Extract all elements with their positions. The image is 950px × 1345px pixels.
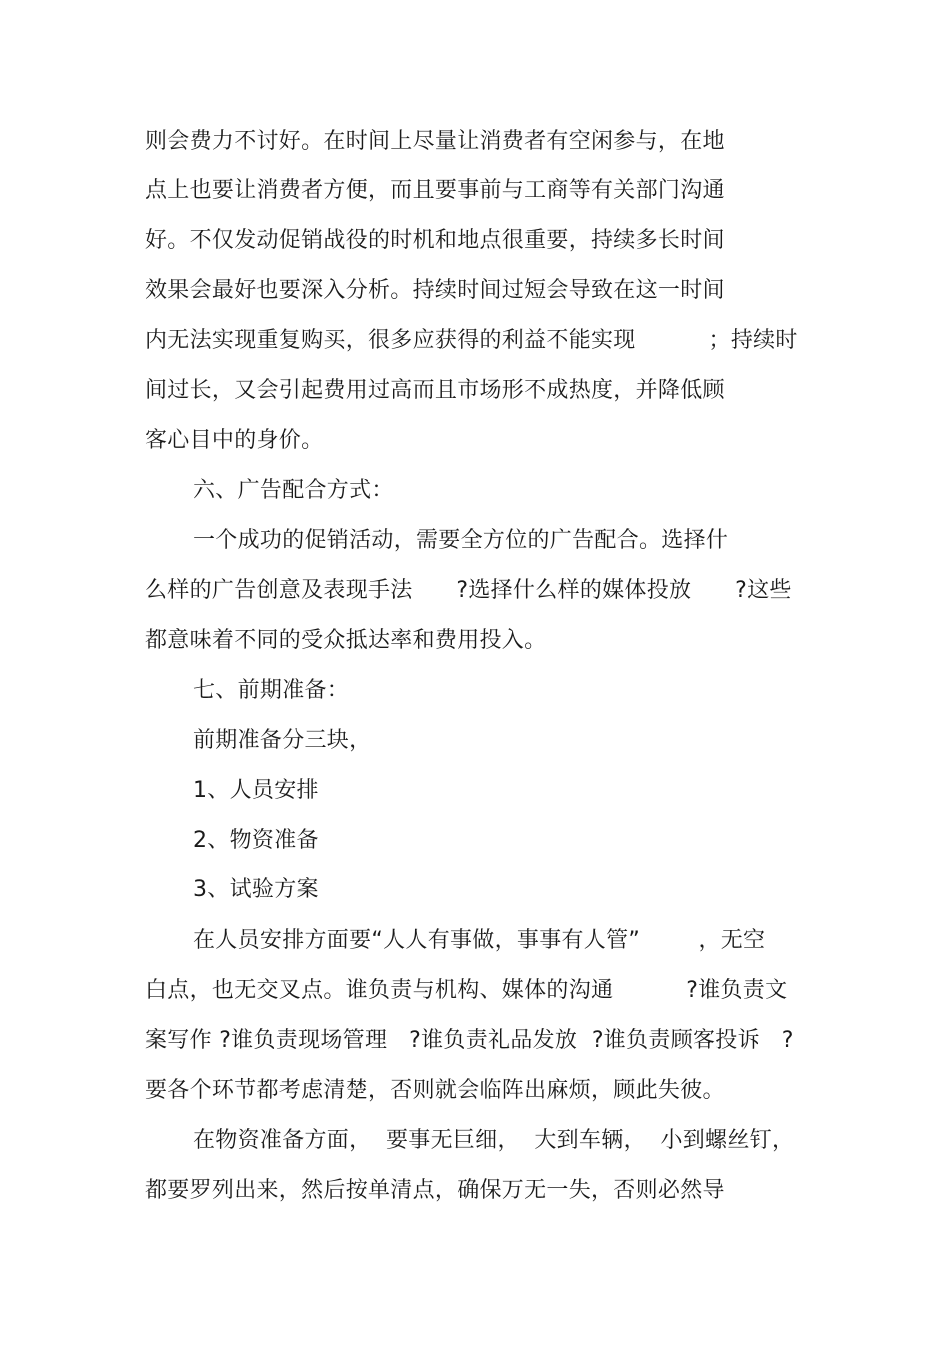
text-line: 则会费力不讨好。在时间上尽量让消费者有空闲参与，在地 <box>145 129 725 154</box>
text-line: 白点，也无交叉点。谁负责与机构、媒体的沟通 ?谁负责文 <box>145 978 788 1003</box>
list-item: 1、人员安排 <box>193 778 319 803</box>
list-item: 3、试验方案 <box>193 877 319 902</box>
text-line: 客心目中的身价。 <box>145 428 324 453</box>
text-line: 在物资准备方面， 要事无巨细， 大到车辆， 小到螺丝钉， <box>193 1128 795 1153</box>
text-line: 间过长，又会引起费用过高而且市场形不成热度，并降低顾 <box>145 378 725 403</box>
list-item: 2、物资准备 <box>193 828 319 853</box>
text-line: 在人员安排方面要“人人有事做，事事有人管” ，无空 <box>193 928 766 953</box>
text-line: 好。不仅发动促销战役的时机和地点很重要，持续多长时间 <box>145 228 725 253</box>
section-heading-6: 六、广告配合方式： <box>193 478 394 503</box>
text-line: 要各个环节都考虑清楚，否则就会临阵出麻烦，顾此失彼。 <box>145 1078 725 1103</box>
text-line: 么样的广告创意及表现手法 ?选择什么样的媒体投放 ?这些 <box>145 578 792 603</box>
section-heading-7: 七、前期准备： <box>193 678 350 703</box>
text-line: 点上也要让消费者方便，而且要事前与工商等有关部门沟通 <box>145 178 725 203</box>
text-line: 都要罗列出来，然后按单清点，确保万无一失，否则必然导 <box>145 1178 725 1203</box>
text-line: 前期准备分三块， <box>193 728 372 753</box>
text-line: 效果会最好也要深入分析。持续时间过短会导致在这一时间 <box>145 278 725 303</box>
text-line: 内无法实现重复购买，很多应获得的利益不能实现 ；持续时 <box>145 328 798 353</box>
text-line: 都意味着不同的受众抵达率和费用投入。 <box>145 628 547 653</box>
text-line: 一个成功的促销活动，需要全方位的广告配合。选择什 <box>193 528 729 553</box>
text-line: 案写作 ?谁负责现场管理 ?谁负责礼品发放 ?谁负责顾客投诉 ? <box>145 1028 794 1053</box>
